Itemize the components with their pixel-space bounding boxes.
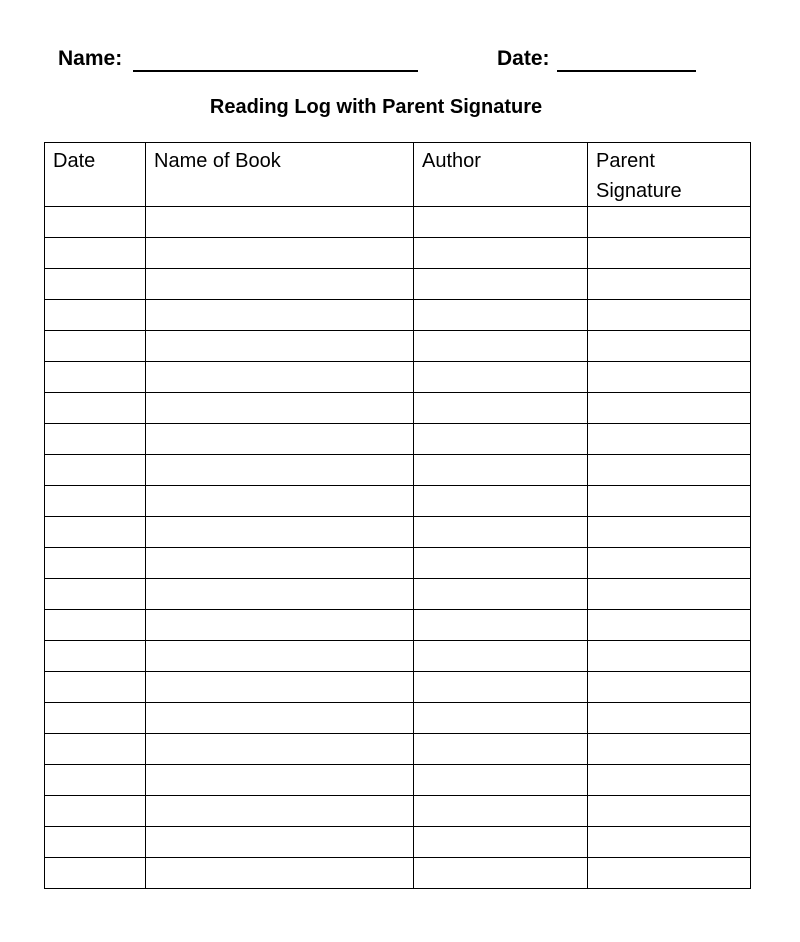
cell-author xyxy=(414,579,588,610)
cell-signature xyxy=(588,796,751,827)
cell-signature xyxy=(588,579,751,610)
cell-author xyxy=(414,455,588,486)
name-blank-line xyxy=(133,70,418,72)
column-header-signature: Parent Signature xyxy=(588,143,751,207)
table-row xyxy=(45,362,751,393)
table-row xyxy=(45,734,751,765)
table-row xyxy=(45,703,751,734)
cell-book xyxy=(146,703,414,734)
cell-signature xyxy=(588,486,751,517)
cell-author xyxy=(414,269,588,300)
cell-book xyxy=(146,393,414,424)
cell-author xyxy=(414,827,588,858)
cell-date xyxy=(45,269,146,300)
cell-author xyxy=(414,858,588,889)
cell-author xyxy=(414,393,588,424)
cell-date xyxy=(45,517,146,548)
table-row xyxy=(45,238,751,269)
cell-date xyxy=(45,610,146,641)
cell-author xyxy=(414,517,588,548)
cell-signature xyxy=(588,610,751,641)
cell-date xyxy=(45,300,146,331)
cell-signature xyxy=(588,269,751,300)
cell-date xyxy=(45,424,146,455)
cell-book xyxy=(146,765,414,796)
cell-signature xyxy=(588,858,751,889)
cell-book xyxy=(146,548,414,579)
table-row xyxy=(45,486,751,517)
cell-signature xyxy=(588,207,751,238)
cell-signature xyxy=(588,455,751,486)
cell-date xyxy=(45,734,146,765)
cell-date xyxy=(45,238,146,269)
cell-book xyxy=(146,238,414,269)
table-row xyxy=(45,424,751,455)
cell-book xyxy=(146,362,414,393)
table-row xyxy=(45,765,751,796)
cell-date xyxy=(45,455,146,486)
column-header-date: Date xyxy=(45,143,146,207)
cell-signature xyxy=(588,331,751,362)
name-label: Name: xyxy=(58,47,123,70)
cell-signature xyxy=(588,703,751,734)
cell-book xyxy=(146,579,414,610)
cell-author xyxy=(414,703,588,734)
cell-signature xyxy=(588,393,751,424)
cell-date xyxy=(45,579,146,610)
cell-book xyxy=(146,641,414,672)
cell-date xyxy=(45,765,146,796)
cell-date xyxy=(45,331,146,362)
cell-book xyxy=(146,827,414,858)
table-row xyxy=(45,610,751,641)
table-header-row xyxy=(45,143,751,207)
cell-author xyxy=(414,424,588,455)
cell-signature xyxy=(588,424,751,455)
cell-author xyxy=(414,610,588,641)
cell-signature xyxy=(588,517,751,548)
table-row xyxy=(45,858,751,889)
cell-author xyxy=(414,548,588,579)
column-header-book: Name of Book xyxy=(146,143,414,207)
table-row xyxy=(45,517,751,548)
date-blank-line xyxy=(557,70,696,72)
cell-author xyxy=(414,734,588,765)
cell-book xyxy=(146,300,414,331)
cell-date xyxy=(45,362,146,393)
table-row xyxy=(45,548,751,579)
table-row xyxy=(45,641,751,672)
date-label: Date: xyxy=(497,47,550,70)
cell-author xyxy=(414,641,588,672)
cell-signature xyxy=(588,300,751,331)
table-row xyxy=(45,331,751,362)
cell-date xyxy=(45,641,146,672)
cell-signature xyxy=(588,641,751,672)
cell-date xyxy=(45,548,146,579)
cell-book xyxy=(146,269,414,300)
cell-book xyxy=(146,331,414,362)
cell-book xyxy=(146,610,414,641)
table-row xyxy=(45,827,751,858)
cell-author xyxy=(414,300,588,331)
cell-author xyxy=(414,796,588,827)
cell-date xyxy=(45,858,146,889)
cell-signature xyxy=(588,672,751,703)
cell-author xyxy=(414,207,588,238)
cell-signature xyxy=(588,765,751,796)
table-row xyxy=(45,796,751,827)
table-row xyxy=(45,269,751,300)
cell-signature xyxy=(588,548,751,579)
header-fields xyxy=(0,44,800,76)
cell-book xyxy=(146,486,414,517)
cell-author xyxy=(414,331,588,362)
cell-author xyxy=(414,486,588,517)
reading-log-table xyxy=(44,142,751,889)
cell-book xyxy=(146,734,414,765)
cell-date xyxy=(45,703,146,734)
cell-date xyxy=(45,796,146,827)
cell-book xyxy=(146,424,414,455)
cell-author xyxy=(414,238,588,269)
document-title: Reading Log with Parent Signature xyxy=(209,96,543,118)
table-body xyxy=(45,207,751,889)
cell-date xyxy=(45,393,146,424)
cell-date xyxy=(45,207,146,238)
cell-date xyxy=(45,486,146,517)
cell-book xyxy=(146,672,414,703)
cell-book xyxy=(146,207,414,238)
cell-signature xyxy=(588,827,751,858)
table-row xyxy=(45,300,751,331)
cell-author xyxy=(414,672,588,703)
column-header-author: Author xyxy=(414,143,588,207)
cell-book xyxy=(146,517,414,548)
cell-signature xyxy=(588,238,751,269)
cell-signature xyxy=(588,362,751,393)
cell-date xyxy=(45,827,146,858)
cell-date xyxy=(45,672,146,703)
table-row xyxy=(45,207,751,238)
table-row xyxy=(45,672,751,703)
table-row xyxy=(45,455,751,486)
cell-book xyxy=(146,455,414,486)
table-row xyxy=(45,579,751,610)
cell-author xyxy=(414,765,588,796)
cell-book xyxy=(146,858,414,889)
cell-book xyxy=(146,796,414,827)
cell-signature xyxy=(588,734,751,765)
cell-author xyxy=(414,362,588,393)
table-row xyxy=(45,393,751,424)
